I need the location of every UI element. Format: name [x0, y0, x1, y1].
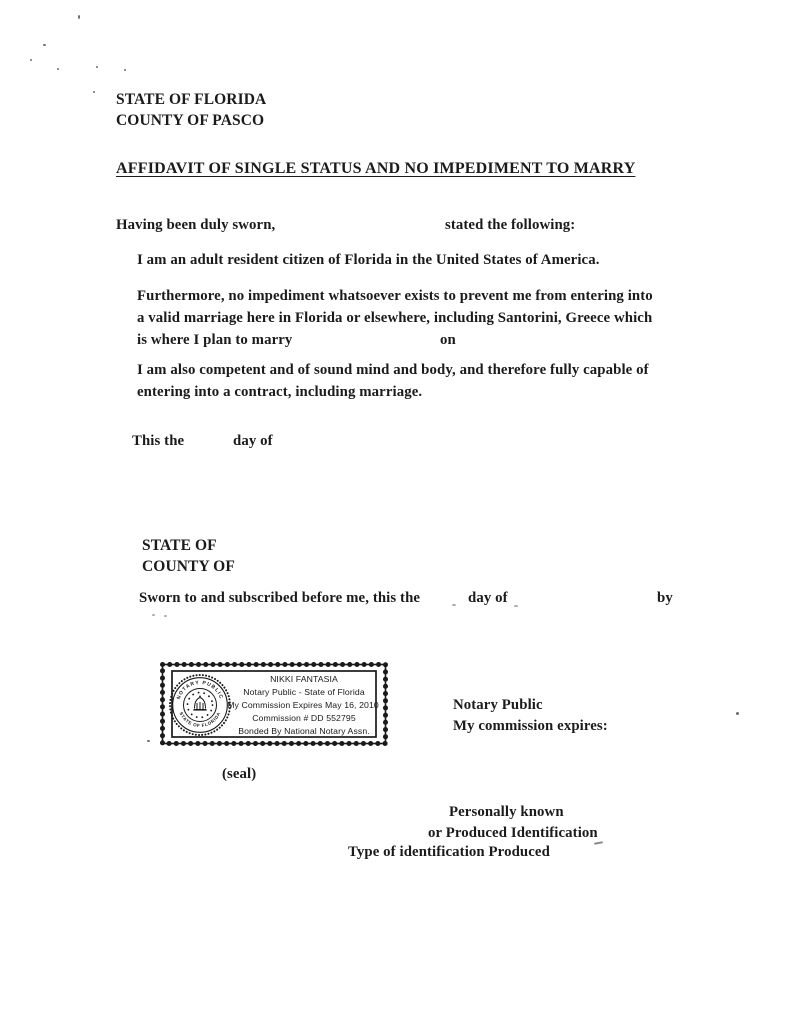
- scan-speck: [30, 59, 32, 61]
- header-state-line: STATE OF FLORIDA: [116, 91, 267, 108]
- document-title: AFFIDAVIT OF SINGLE STATUS AND NO IMPEDIMENT TO MARRY: [116, 160, 636, 177]
- jurat-day-of: day of: [468, 590, 508, 606]
- jurat-sworn-line: Sworn to and subscribed before me, this the: [139, 590, 421, 606]
- commission-expires-label: My commission expires:: [453, 718, 608, 734]
- notary-public-label: Notary Public: [453, 697, 543, 713]
- intro-prefix: Having been duly sworn,: [116, 217, 276, 233]
- seal-caption: (seal): [222, 766, 257, 782]
- scan-speck: [164, 615, 167, 617]
- jurat-by: by: [657, 590, 673, 606]
- jurat-state-label: STATE OF: [142, 537, 217, 554]
- jurat-county-label: COUNTY OF: [142, 558, 235, 575]
- stamp-commission-line: Commission # DD 552795: [252, 713, 356, 723]
- identification-personally-known: Personally known: [449, 804, 564, 820]
- identification-or-produced: or Produced Identification: [428, 825, 598, 841]
- execution-day-of: day of: [233, 433, 273, 449]
- scan-speck: [57, 68, 59, 70]
- notary-stamp: [159, 661, 389, 747]
- seal-arc-top-text: NOTARY PUBLIC: [175, 679, 225, 701]
- header-county-line: COUNTY OF PASCO: [116, 112, 265, 129]
- scan-speck: [43, 44, 46, 46]
- paragraph-impediment-on: on: [440, 332, 456, 348]
- paragraph-impediment-line3: is where I plan to marry: [137, 332, 293, 348]
- paragraph-impediment-line1: Furthermore, no impediment whatsoever exists to prevent me from entering into: [137, 288, 653, 304]
- paragraph-competency-line1: I am also competent and of sound mind and body, and therefore fully capable of: [137, 362, 649, 378]
- scan-speck: [452, 604, 456, 606]
- identification-type-produced: Type of identification Produced: [348, 844, 550, 860]
- stamp-name-line: NIKKI FANTASIA: [270, 674, 338, 684]
- scan-speck: [152, 614, 155, 616]
- scan-speck: [78, 15, 80, 19]
- paragraph-residency: I am an adult resident citizen of Florida in the United States of America.: [137, 252, 600, 268]
- stamp-bonded-line: Bonded By National Notary Assn.: [238, 726, 370, 736]
- intro-suffix: stated the following:: [445, 217, 576, 233]
- notary-seal-emblem: [170, 675, 230, 735]
- seal-arc-bottom-text: STATE OF FLORIDA: [178, 711, 222, 729]
- paragraph-impediment-line2: a valid marriage here in Florida or elsewhere, including Santorini, Greece which: [137, 310, 653, 326]
- scan-smudge: [594, 841, 603, 845]
- scan-speck: [93, 91, 95, 93]
- scan-speck: [736, 712, 739, 715]
- seal-dome-icon: [194, 696, 207, 711]
- stamp-title-line: Notary Public - State of Florida: [243, 687, 365, 697]
- paragraph-competency-line2: entering into a contract, including marriage.: [137, 384, 423, 400]
- scan-speck: [96, 66, 98, 68]
- execution-this-the: This the: [132, 433, 185, 449]
- svg-text:STATE OF FLORIDA: [178, 711, 221, 728]
- stamp-expiry-line: My Commission Expires May 16, 2010: [227, 700, 379, 710]
- scan-speck: [124, 69, 126, 71]
- scan-speck: [514, 605, 518, 607]
- scan-speck: [147, 740, 150, 742]
